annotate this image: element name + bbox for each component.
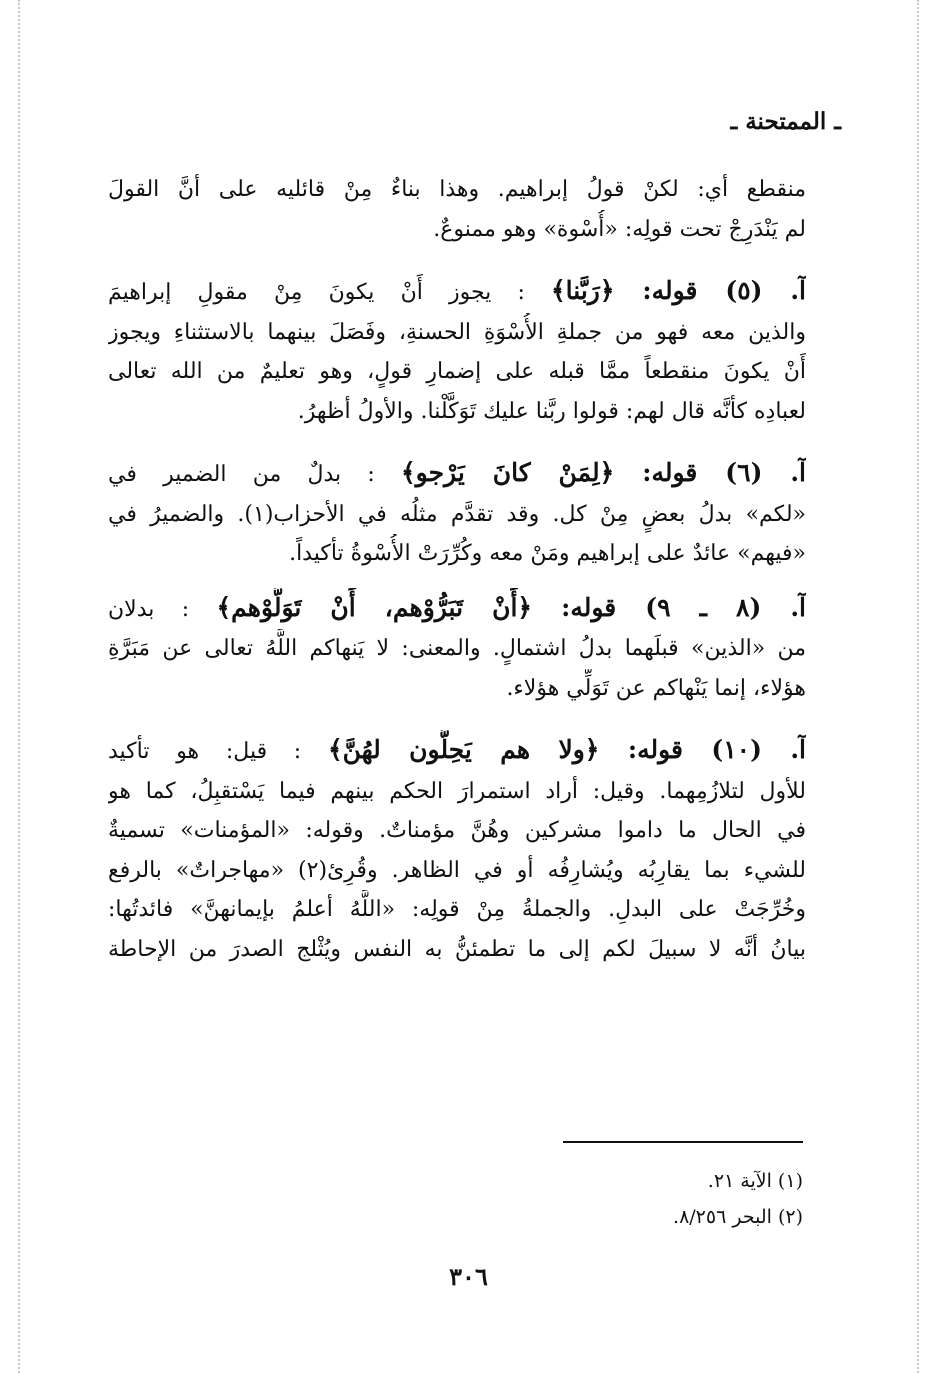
verse-lead: آ. (٨ ـ ٩) قوله: ﴿أَنْ تَبَرُّوْهم، أَنْ تَوَلَّوْهم﴾ [216,592,806,622]
paragraph-4 [108,588,806,709]
text-run: : يجوز أَنْ يكونَ مِنْ مقولِ إبراهيمَ [108,280,525,305]
text-line: للشيء بما يقارِبُه ويُشارِفُه أو في الظاهر. وقُرِئ(٢) «مهاجراتٌ» بالرفع [108,857,806,883]
text-line: بيانُ أنَّه لا سبيلَ لكم إلى ما تطمئنُّ به النفس ويُثْلج الصدرَ من الإحاطة [108,936,806,962]
text-line [108,588,806,630]
text-line: لعبادِه كأنَّه قال لهم: قولوا ربَّنا عليك تَوَكَّلْنا. والأولُ أظهرُ. [297,398,806,424]
text-run: : بدلٌ من الضمير في [108,462,375,487]
text-line: «لكم» بدلُ بعضٍ مِنْ كل. وقد تقدَّم مثلُه في الأحزاب(١). والضميرُ في [108,501,806,527]
text-line: «فيهم» عائدٌ على إبراهيم ومَنْ معه وكُرِّرَتْ الأُسْوةُ تأكيداً. [289,541,806,566]
text-line: لم يَنْدَرِجْ تحت قولِه: «أُسْوة» وهو ممنوعٌ. [433,216,806,242]
text-line [108,453,806,495]
running-header: ـ الممتحنة ـ [730,108,841,135]
verse-lead: آ. (١٠) قوله: ﴿ولا هم يَحِلُّون لهُنَّ﴾ [327,735,806,764]
text-line: في الحال ما داموا مشركين وهُنَّ مؤمناتٌ. وقوله: «المؤمنات» تسميةٌ [108,818,806,843]
paragraph-1 [108,170,806,249]
footnote-divider [563,1141,803,1143]
text-line: أَنْ يكونَ منقطعاً ممَّا قبله على إضمارِ قولٍ، وهو تعليمٌ من الله تعالى [108,359,806,384]
footnotes [303,1163,803,1235]
scan-edge-right [917,0,919,1373]
text-line: من «الذين» قبلَهما بدلُ اشتمالٍ. والمعنى: لا يَنهاكم اللَّهُ تعالى عن مَبَرَّةِ [108,636,806,661]
text-line: منقطع أي: لكنْ قولُ إبراهيم. وهذا بناءٌ مِنْ قائليه على أنَّ القولَ [108,177,806,202]
text-line: وخُرِّجَتْ على البدلِ. والجملةُ مِنْ قولِه: «اللَّهُ أعلمُ بإيمانهنَّ» فائدتُها: [108,897,806,922]
paragraph-5 [108,730,806,969]
verse-lead: آ. (٦) قوله: ﴿لِمَنْ كانَ يَرْجو﴾ [401,458,806,487]
text-line [108,271,806,313]
text-line: والذين معه فهو من جملةِ الأُسْوَةِ الحسنةِ، وفَصَلَ بينهما بالاستثناءِ ويجوز [108,319,806,345]
main-text [108,170,806,969]
page-number: ٣٠٦ [449,1262,488,1291]
scan-edge-left [18,0,20,1373]
verse-lead: آ. (٥) قوله: ﴿رَبَّنا﴾ [551,276,806,305]
text-line: هؤلاء، إنما يَنْهاكم عن تَوَلِّي هؤلاء. [506,675,806,701]
footnote-2: (٢) البحر ٨/٢٥٦. [673,1206,803,1228]
text-line [108,730,806,772]
text-line: للأول لتلازُمِهما. وقيل: أراد استمرارَ الحكم بينهم فيما يَسْتقبِلُ، كما هو [108,778,806,804]
text-run: : قيل: هو تأكيد [108,739,302,764]
text-run: : بدلان [108,596,190,622]
paragraph-3 [108,453,806,574]
footnote-1: (١) الآية ٢١. [707,1170,803,1192]
paragraph-2 [108,271,806,431]
